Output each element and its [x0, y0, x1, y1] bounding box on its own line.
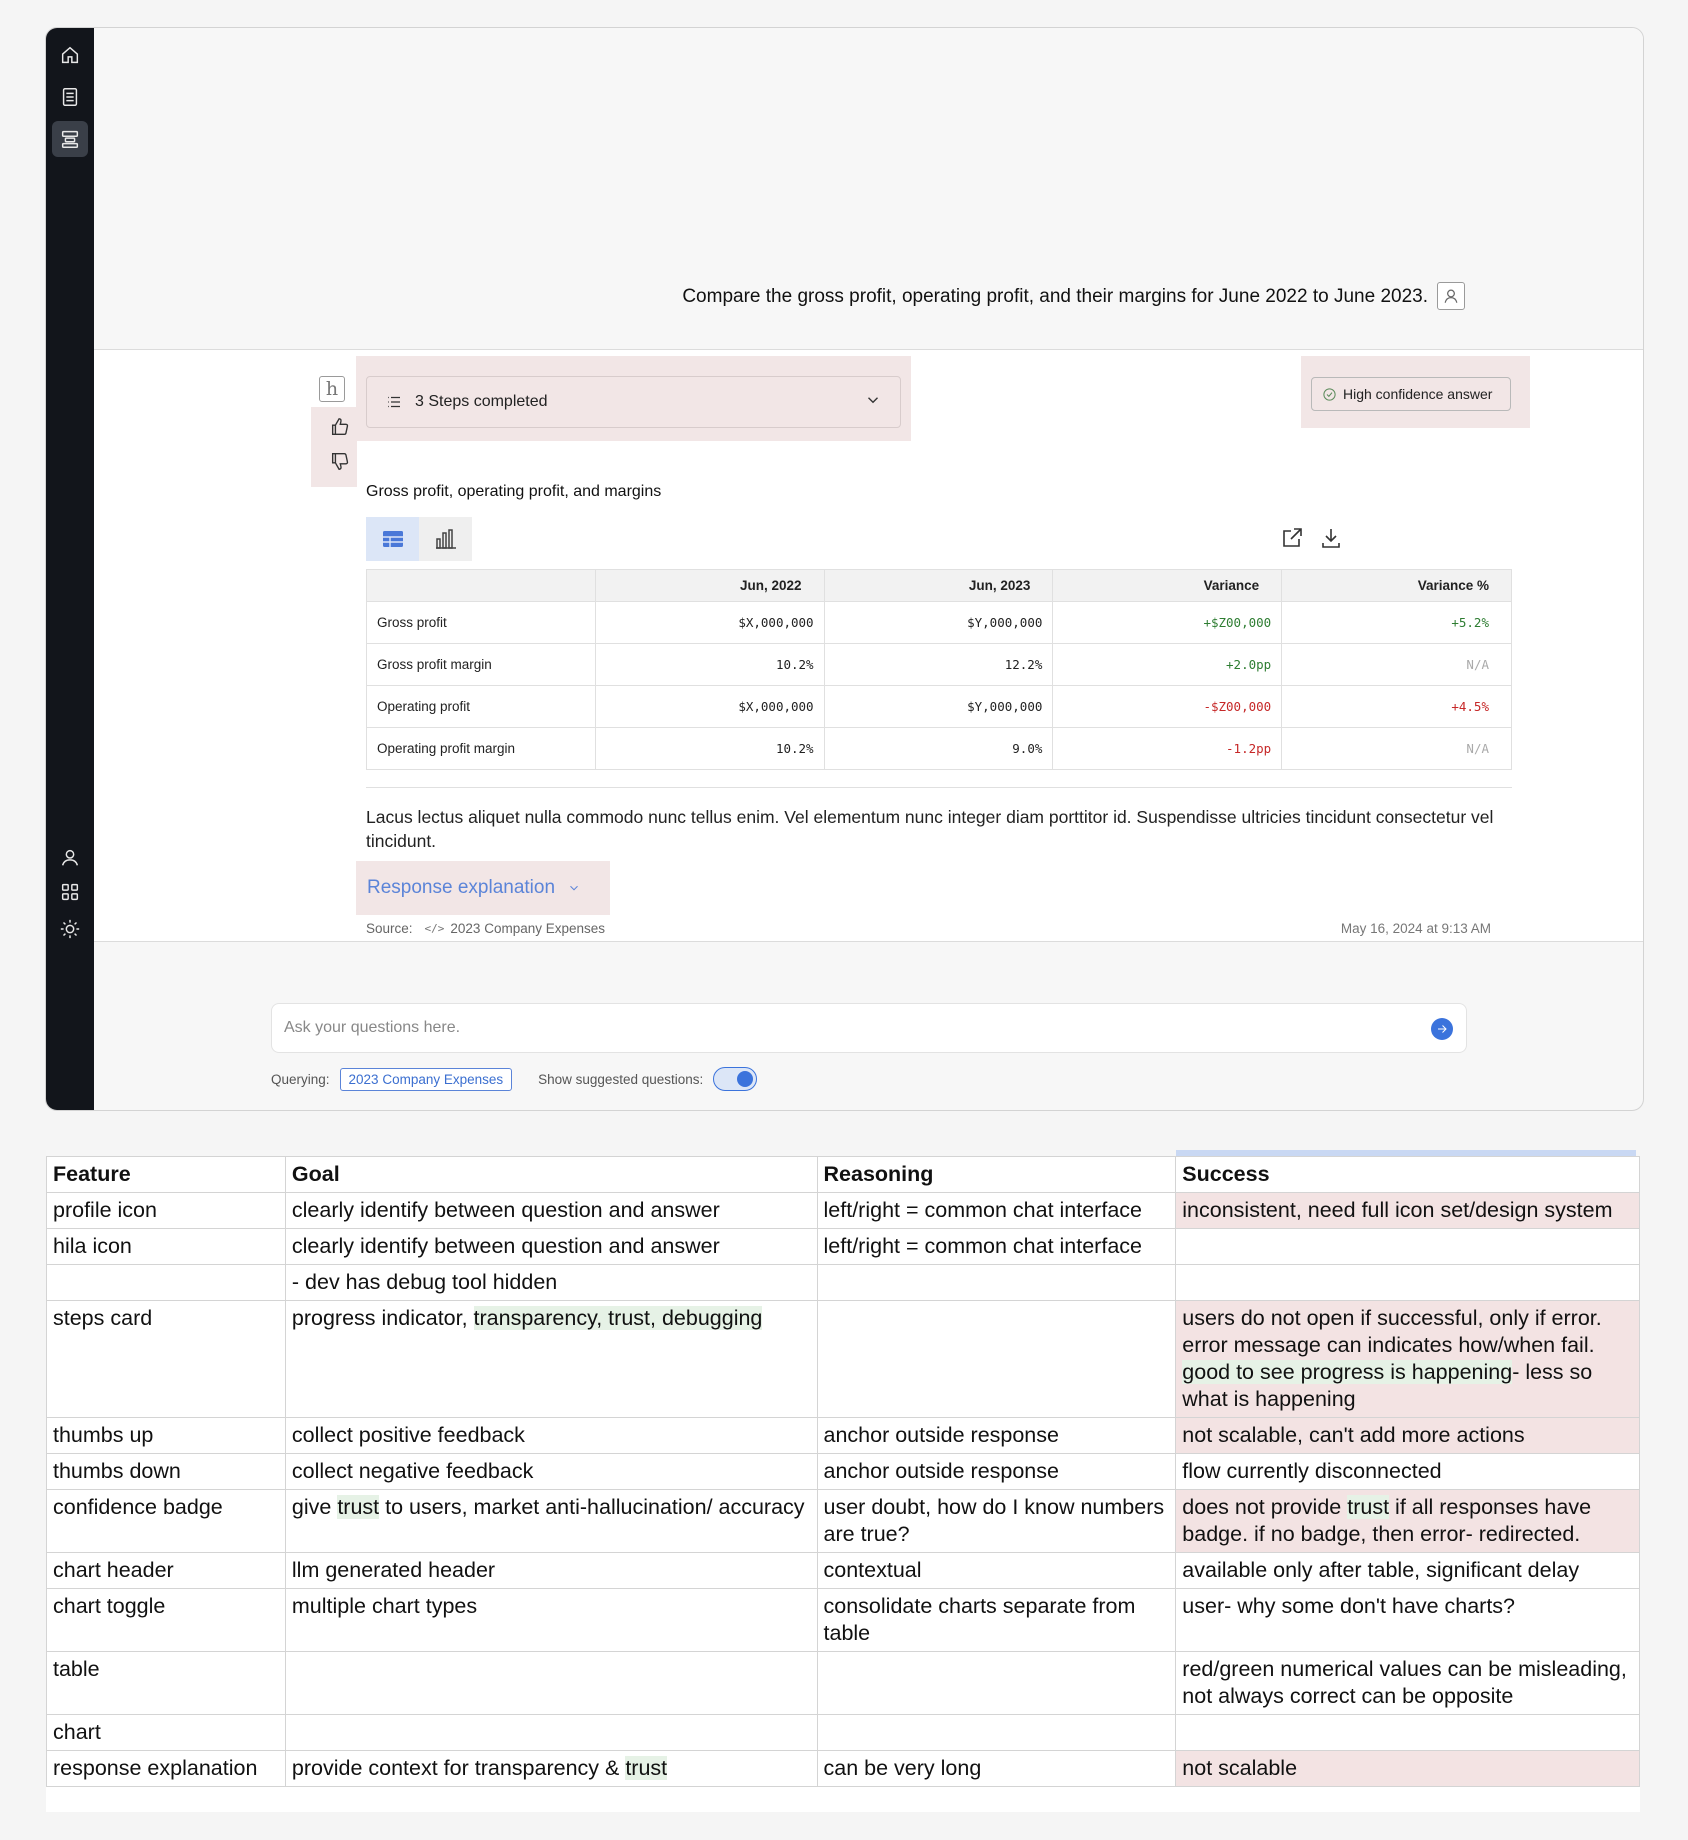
- success-cell[interactable]: [1176, 1715, 1640, 1751]
- timestamp: May 16, 2024 at 9:13 AM: [1340, 921, 1491, 936]
- code-icon: </>: [424, 922, 445, 935]
- thumbs-up-icon[interactable]: [328, 415, 352, 439]
- header-cell[interactable]: Goal: [285, 1157, 817, 1193]
- cell-variance-pct: N/A: [1282, 644, 1512, 686]
- feedback-table: [46, 1156, 1640, 1787]
- check-circle-icon: [1322, 387, 1337, 402]
- reasoning-cell[interactable]: can be very long: [817, 1751, 1176, 1787]
- goal-cell[interactable]: collect positive feedback: [285, 1418, 817, 1454]
- user-question: Compare the gross profit, operating profit, and their margins for June 2022 to June 2023.: [682, 286, 1428, 307]
- green-highlight: good to see progress is happening: [1182, 1360, 1513, 1384]
- feature-cell[interactable]: profile icon: [47, 1193, 286, 1229]
- reasoning-cell[interactable]: user doubt, how do I know numbers are true?: [817, 1490, 1176, 1553]
- goal-cell[interactable]: llm generated header: [285, 1553, 817, 1589]
- chart-header: Gross profit, operating profit, and margins: [366, 483, 662, 500]
- reasoning-cell[interactable]: [817, 1715, 1176, 1751]
- suggested-questions-toggle[interactable]: [713, 1067, 757, 1091]
- success-cell[interactable]: red/green numerical values can be misleading, not always correct can be opposite: [1176, 1652, 1640, 1715]
- header-cell[interactable]: Feature: [47, 1157, 286, 1193]
- table-row: [47, 1418, 1640, 1454]
- sun-icon[interactable]: [52, 911, 88, 947]
- download-icon[interactable]: [1318, 525, 1344, 551]
- success-cell[interactable]: available only after table, significant delay: [1176, 1553, 1640, 1589]
- column-header: Variance: [1053, 570, 1282, 602]
- green-highlight: trust: [1347, 1495, 1390, 1519]
- goal-cell[interactable]: clearly identify between question and answer: [285, 1229, 817, 1265]
- feature-cell[interactable]: chart: [47, 1715, 286, 1751]
- list-icon: [385, 393, 403, 411]
- goal-cell[interactable]: [285, 1715, 817, 1751]
- success-cell[interactable]: flow currently disconnected: [1176, 1454, 1640, 1490]
- reasoning-cell[interactable]: contextual: [817, 1553, 1176, 1589]
- green-highlight: trust: [625, 1756, 668, 1780]
- table-row: [47, 1193, 1640, 1229]
- source-value[interactable]: 2023 Company Expenses: [450, 921, 606, 936]
- cell-variance: +$Z00,000: [1053, 602, 1282, 644]
- goal-cell[interactable]: clearly identify between question and answer: [285, 1193, 817, 1229]
- table-row: [47, 1553, 1640, 1589]
- app-window: [45, 27, 1644, 1111]
- reasoning-cell[interactable]: [817, 1301, 1176, 1418]
- table-row: [47, 1454, 1640, 1490]
- cell-jun2023: $Y,000,000: [824, 686, 1053, 728]
- profile-icon: [1437, 282, 1465, 310]
- table-row: [47, 1490, 1640, 1553]
- feature-cell[interactable]: steps card: [47, 1301, 286, 1418]
- table-row: [47, 1589, 1640, 1652]
- reasoning-cell[interactable]: anchor outside response: [817, 1454, 1176, 1490]
- column-header: Jun, 2023: [824, 570, 1053, 602]
- confidence-badge: [1311, 377, 1511, 411]
- success-cell[interactable]: not scalable: [1176, 1751, 1640, 1787]
- cell-jun2023: 9.0%: [824, 728, 1053, 770]
- column-header: Variance %: [1282, 570, 1512, 602]
- goal-cell[interactable]: provide context for transparency & trust: [285, 1751, 817, 1787]
- success-cell[interactable]: users do not open if successful, only if error. error message can indicates how/when fail. good to see progress is happening- less so what is happening: [1176, 1301, 1640, 1418]
- reasoning-cell[interactable]: anchor outside response: [817, 1418, 1176, 1454]
- table-row: [47, 1652, 1640, 1715]
- feedback-spreadsheet: [46, 1150, 1640, 1812]
- column-header: [367, 570, 596, 602]
- green-highlight: transparency, trust, debugging: [473, 1306, 763, 1330]
- cell-variance: +2.0pp: [1053, 644, 1282, 686]
- source-label: Source:: [366, 921, 413, 936]
- feature-cell[interactable]: chart toggle: [47, 1589, 286, 1652]
- table-row: [47, 1715, 1640, 1751]
- chevron-down-icon: [567, 881, 581, 895]
- question-area: [94, 28, 1643, 350]
- home-icon[interactable]: [52, 37, 88, 73]
- table-icon: [381, 527, 405, 551]
- cell-jun2023: 12.2%: [824, 644, 1053, 686]
- confidence-label: High confidence answer: [1343, 386, 1493, 402]
- answer-card: [94, 350, 1643, 942]
- chevron-down-icon[interactable]: [864, 391, 882, 414]
- table-row: [367, 728, 1512, 770]
- header-cell[interactable]: Success: [1176, 1157, 1640, 1193]
- column-header: Jun, 2022: [595, 570, 824, 602]
- response-explanation-toggle[interactable]: [356, 861, 610, 915]
- source-line: [366, 921, 605, 936]
- goal-cell[interactable]: give trust to users, market anti-hallucination/ accuracy: [285, 1490, 817, 1553]
- cell-variance-pct: +4.5%: [1282, 686, 1512, 728]
- bar-chart-icon: [434, 527, 458, 551]
- cell-jun2023: $Y,000,000: [824, 602, 1053, 644]
- chart-toggle: [366, 517, 472, 561]
- goal-cell[interactable]: multiple chart types: [285, 1589, 817, 1652]
- open-external-icon[interactable]: [1279, 525, 1305, 551]
- table-row: [47, 1301, 1640, 1418]
- success-cell[interactable]: [1176, 1229, 1640, 1265]
- feature-cell[interactable]: thumbs down: [47, 1454, 286, 1490]
- cell-jun2022: $X,000,000: [595, 686, 824, 728]
- cell-variance: -$Z00,000: [1053, 686, 1282, 728]
- cell-jun2022: 10.2%: [595, 728, 824, 770]
- feature-cell[interactable]: confidence badge: [47, 1490, 286, 1553]
- table-header-row: [47, 1157, 1640, 1193]
- cell-variance-pct: N/A: [1282, 728, 1512, 770]
- chart-view-button[interactable]: [419, 517, 472, 561]
- reasoning-cell[interactable]: [817, 1265, 1176, 1301]
- goal-cell[interactable]: collect negative feedback: [285, 1454, 817, 1490]
- querying-bar: [271, 1067, 757, 1091]
- goal-cell[interactable]: [285, 1652, 817, 1715]
- cell-variance-pct: +5.2%: [1282, 602, 1512, 644]
- goal-cell[interactable]: - dev has debug tool hidden: [285, 1265, 817, 1301]
- table-header-row: [367, 570, 1512, 602]
- querying-label: Querying:: [271, 1071, 330, 1087]
- data-table: [366, 569, 1512, 770]
- suggested-questions-label: Show suggested questions:: [538, 1071, 704, 1087]
- steps-label: 3 Steps completed: [415, 393, 548, 410]
- divider: [366, 787, 1512, 788]
- steps-card[interactable]: [366, 376, 901, 428]
- success-cell[interactable]: user- why some don't have charts?: [1176, 1589, 1640, 1652]
- feature-cell[interactable]: table: [47, 1652, 286, 1715]
- feature-cell[interactable]: chart header: [47, 1553, 286, 1589]
- querying-chip[interactable]: 2023 Company Expenses: [340, 1068, 513, 1091]
- feature-cell[interactable]: hila icon: [47, 1229, 286, 1265]
- green-highlight: trust: [337, 1495, 380, 1519]
- cell-variance: -1.2pp: [1053, 728, 1282, 770]
- arrow-right-icon: [1436, 1023, 1448, 1035]
- reasoning-cell[interactable]: consolidate charts separate from table: [817, 1589, 1176, 1652]
- success-cell[interactable]: does not provide trust if all responses have badge. if no badge, then error- redirected.: [1176, 1490, 1640, 1553]
- table-row: [47, 1265, 1640, 1301]
- cell-jun2022: 10.2%: [595, 644, 824, 686]
- toggle-knob: [737, 1071, 753, 1087]
- layers-icon[interactable]: [52, 121, 88, 157]
- table-row: [367, 644, 1512, 686]
- reasoning-cell[interactable]: left/right = common chat interface: [817, 1193, 1176, 1229]
- feature-cell[interactable]: response explanation: [47, 1751, 286, 1787]
- response-explanation-label: Response explanation: [367, 877, 556, 898]
- question-input[interactable]: [284, 1004, 1414, 1052]
- answer-text: Lacus lectus aliquet nulla commodo nunc tellus enim. Vel elementum nunc integer diam porttitor id. Suspendisse ultricies tincidunt consectetur vel tincidunt.: [366, 807, 1494, 851]
- header-cell[interactable]: Reasoning: [817, 1157, 1176, 1193]
- success-cell[interactable]: inconsistent, need full icon set/design system: [1176, 1193, 1640, 1229]
- row-label: Gross profit: [367, 602, 596, 644]
- document-icon[interactable]: [52, 79, 88, 115]
- reasoning-cell[interactable]: [817, 1652, 1176, 1715]
- apps-grid-icon[interactable]: [52, 874, 88, 910]
- feature-cell[interactable]: [47, 1265, 286, 1301]
- row-label: Gross profit margin: [367, 644, 596, 686]
- success-cell[interactable]: [1176, 1265, 1640, 1301]
- table-row: [367, 602, 1512, 644]
- reasoning-cell[interactable]: left/right = common chat interface: [817, 1229, 1176, 1265]
- hila-icon: h: [319, 376, 345, 402]
- table-view-button[interactable]: [366, 517, 419, 561]
- thumbs-down-icon[interactable]: [328, 449, 352, 473]
- goal-cell[interactable]: progress indicator, transparency, trust, debugging: [285, 1301, 817, 1418]
- cell-jun2022: $X,000,000: [595, 602, 824, 644]
- user-icon[interactable]: [52, 840, 88, 876]
- sidebar: [46, 28, 94, 1110]
- row-label: Operating profit: [367, 686, 596, 728]
- row-label: Operating profit margin: [367, 728, 596, 770]
- table-row: [367, 686, 1512, 728]
- send-button[interactable]: [1431, 1018, 1453, 1040]
- question-input-box: [271, 1003, 1467, 1053]
- feature-cell[interactable]: thumbs up: [47, 1418, 286, 1454]
- table-row: [47, 1751, 1640, 1787]
- success-cell[interactable]: not scalable, can't add more actions: [1176, 1418, 1640, 1454]
- table-row: [47, 1229, 1640, 1265]
